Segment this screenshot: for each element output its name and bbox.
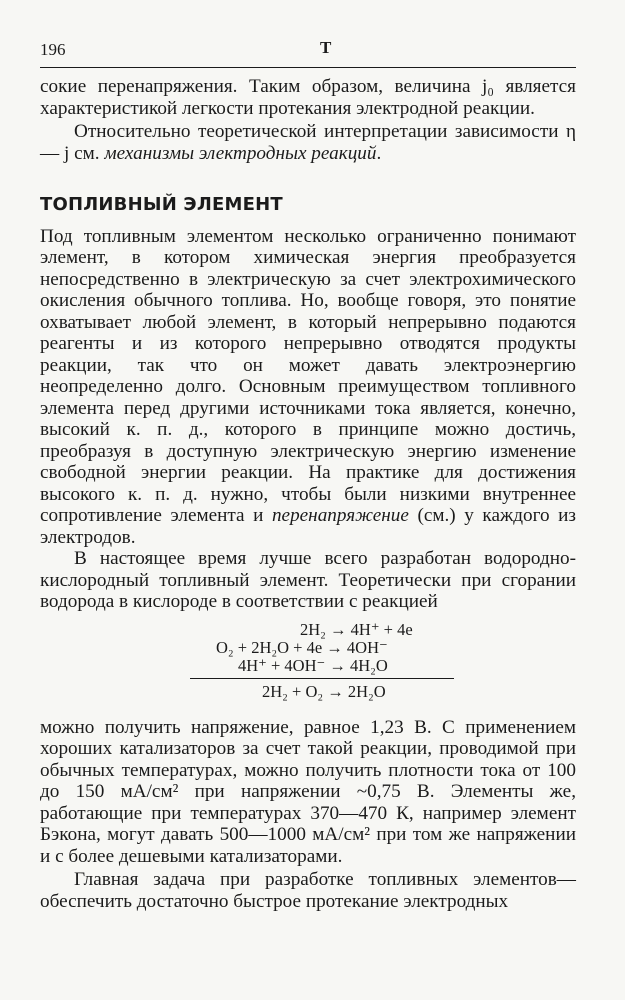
- paragraph-text: Под топливным элементом несколько ограниченно понимают элемент, в котором химическая энергия преобразуется непосредственно в электрическую за счет электрохимического окисления обычного топлива. Но, вообще говоря, это понятие охватывает любой элемент, в который непрерывно подаются реагенты и из которого непрерывно отводятся продукты реакции, так что он может давать электроэнергию неопределенно долго. Основным преимуществом топливного элемента перед другими источниками тока является, конечно, высокий к. п. д., которого в принципе можно достичь, преобразуя в доступную электрическую энергию изменение свободной энергии реакции. На практике для достижения высокого к. п. д. нужно, чтобы были низкими внутреннее сопротивление элемента и: [40, 225, 576, 526]
- equation-neutralization: 4H⁺ + 4OH⁻ → 4H₂O: [238, 655, 388, 675]
- paragraph-continuation: сокие перенапряжения. Таким образом, величина j₀ является характеристикой легкости протекания электродной реакции.: [40, 76, 576, 119]
- paragraph-theory-reference: [40, 121, 576, 164]
- running-head-letter: Т: [320, 38, 332, 57]
- equation-anode: 2H₂ → 4H⁺ + 4e: [300, 619, 413, 639]
- paragraph-hydrogen-oxygen: В настоящее время лучше всего разработан водородно-кислородный топливный элемент. Теоретически при сгорании водорода в кислороде в соответствии с реакцией: [40, 548, 576, 612]
- cross-reference-link[interactable]: механизмы электродных реакций: [104, 142, 377, 164]
- page-header: [40, 38, 576, 62]
- page-number: 196: [40, 40, 66, 59]
- paragraph-text: .: [376, 142, 382, 164]
- header-rule: [40, 67, 576, 68]
- section-heading: ТОПЛИВНЫЙ ЭЛЕМЕНТ: [40, 194, 283, 215]
- equation-total: 2H₂ + O₂ → 2H₂O: [262, 681, 386, 701]
- equation-cathode: O₂ + 2H₂O + 4e → 4OH⁻: [216, 637, 388, 657]
- reaction-equations: [40, 621, 576, 707]
- paragraph-main-task: Главная задача при разработке топливных элементов—обеспечить достаточно быстрое протекание электродных: [40, 869, 576, 912]
- paragraph-voltage: можно получить напряжение, равное 1,23 В. С применением хороших катализаторов за счет такой реакции, проводимой при обычных температурах, можно получить плотности тока от 100 до 150 мА/см² при напряжении ~0,75 В. Элементы же, работающие при температурах 370—470 К, например элемент Бэкона, могут давать 500—1000 мА/см² при том же напряжении и с более дешевыми катализаторами.: [40, 716, 576, 867]
- cross-reference-link[interactable]: перенапряжение: [271, 505, 409, 526]
- paragraph-text: Относительно теоретической интерпретации зависимости η — j см.: [40, 121, 576, 164]
- paragraph-definition: [40, 226, 576, 549]
- paragraph-text: (см.) у каждого из электродов.: [40, 505, 576, 548]
- equation-sum-rule: [190, 678, 454, 679]
- page-body: [40, 76, 576, 912]
